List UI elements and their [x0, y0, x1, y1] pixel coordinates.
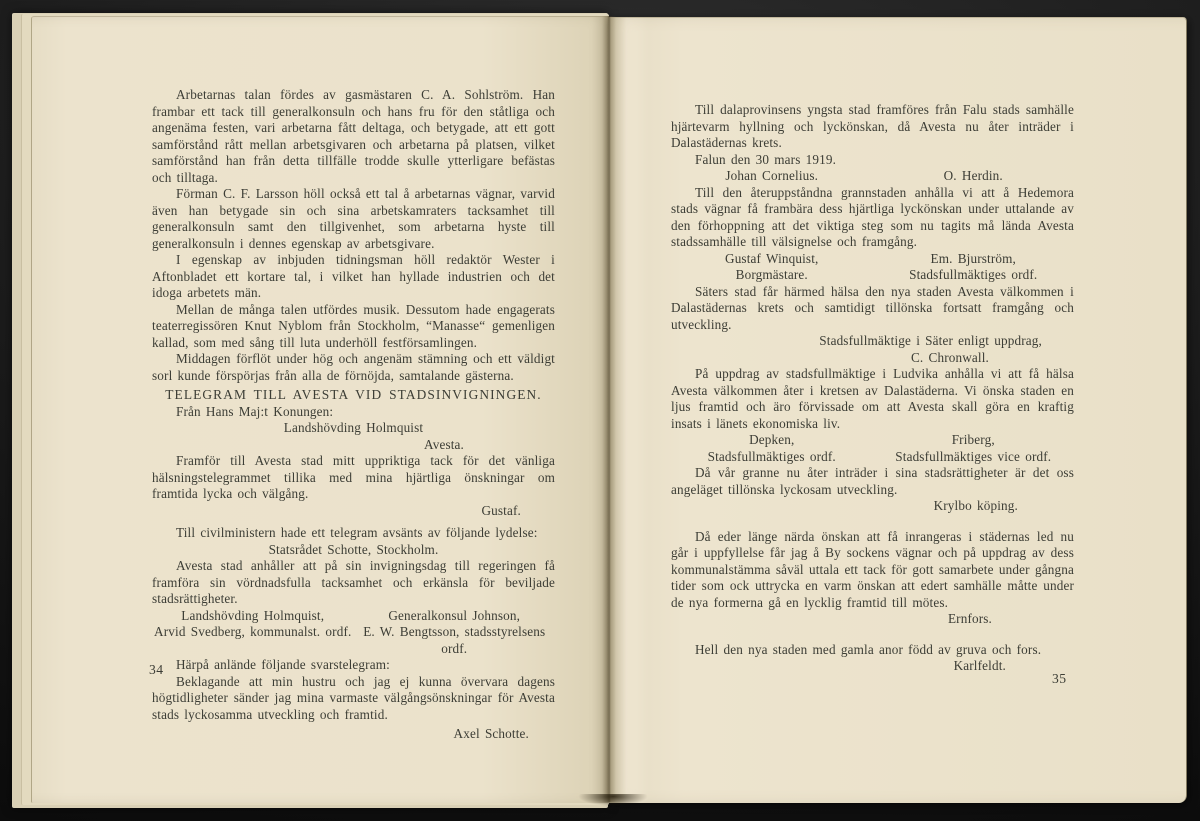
right-page	[608, 17, 1187, 803]
telegram-addressee: Statsrådet Schotte, Stockholm.	[268, 541, 439, 557]
signature-column	[873, 251, 1075, 284]
signature-name: C. Chronwall.	[910, 349, 989, 365]
paragraph: I egenskap av inbjuden tidningsman höll redaktör Wester i Aftonbladet ett kortare tal, i vilket han hyllade industrien och det idoga arbetets män.	[152, 252, 555, 300]
signature-name: Gustaf Winquist,	[725, 250, 819, 266]
telegram-sender-line: Från Hans Maj:t Konungen:	[176, 403, 334, 419]
signature-column	[873, 168, 1075, 185]
left-page-text	[152, 87, 555, 743]
right-page-text	[671, 102, 1074, 675]
telegram-intro: Härpå anlände följande svarstelegram:	[176, 657, 390, 672]
page-number: 34	[149, 662, 164, 677]
signature-columns	[671, 432, 1074, 465]
signature-name: Friberg,	[951, 432, 995, 447]
greeting-body: Till dalaprovinsens yngsta stad framföres från Falu stads samhälle hjärtevarm hyllning och lyckönskan, då Avesta nu åter inträder i Dalastädernas krets.	[671, 102, 1074, 150]
signature-columns	[671, 251, 1074, 284]
paragraph: Förman C. F. Larsson höll också ett tal å arbetarnas vägnar, varvid även han betygade sin och sina arbetskamraters tacksamhet till generalkonsuln samt den tillgivenhet, som arbetarna hyste till generalkonsuln i dennes egenskap av arbetsgivare.	[152, 186, 555, 251]
signature-name: Ernfors.	[947, 611, 992, 626]
signature-column	[354, 608, 556, 658]
telegram-addressee: Landshövding Holmquist	[283, 420, 424, 435]
signature-name: Depken,	[749, 432, 795, 447]
signature-name: Johan Cornelius.	[725, 168, 819, 183]
greeting-body: Hell den nya staden med gamla anor född av gruva och fors.	[695, 641, 1042, 657]
telegram-body: Avesta stad anhåller att på sin invigningsdag till regeringen få framföra sin vördnadsfulla tacksamhet och erkänsla för beviljade stadsrättigheter.	[152, 558, 555, 606]
signature-column	[671, 432, 873, 465]
signature-name: Stadsfullmäktige i Säter enligt uppdrag,	[819, 333, 1042, 348]
signature-name: Em. Bjurström,	[930, 250, 1016, 266]
signature-column	[152, 608, 354, 658]
signature-column	[873, 432, 1075, 465]
signature-column	[671, 251, 873, 284]
left-page	[31, 16, 609, 803]
signature-title: Arvid Svedberg, kommunalst. ordf.	[154, 624, 352, 639]
section-heading: TELEGRAM TILL AVESTA VID STADSINVIGNINGEN.	[165, 387, 542, 402]
paragraph: Arbetarnas talan fördes av gasmästaren C. A. Sohlström. Han frambar ett tack till generalkonsuln och hans fru för den ståtliga och angenäma festen, vari arbetarna fått deltaga, och betygade, att ett gott samförstånd rått mellan arbetsgivaren och arbetarna på platsen, vilket samförstånd han från detta tillfälle trodde skulle ytterligare befästas och tilltaga.	[152, 87, 555, 185]
telegram-place: Avesta.	[424, 436, 464, 452]
signature-name: Karlfeldt.	[953, 658, 1006, 673]
signature-title: Stadsfullmäktiges ordf.	[707, 448, 836, 464]
greeting-body: På uppdrag av stadsfullmäktige i Ludvika anhålla vi att få hälsa Avesta välkommen åter i kretsen av Dalastäderna. Vi önska staden en ljus framtid och äro förvissade om att Avesta skall göra en kraftig insats i länets ekonomiska liv.	[671, 366, 1074, 431]
signature-columns	[671, 168, 1074, 185]
signature-name: Generalkonsul Johnson,	[388, 607, 521, 623]
signature-title: Stadsfullmäktiges vice ordf.	[895, 448, 1052, 464]
signature-column	[671, 168, 873, 185]
signature-name: Landshövding Holmquist,	[181, 607, 325, 623]
signature-title: Borgmästare.	[735, 267, 808, 282]
greeting-body: Till den återuppståndna grannstaden anhålla vi att å Hedemora stads vägnar få frambära dess hjärtliga lyckönskan under uttalande av den förhoppning att det viktiga steg som nu tagits må lända Avesta stadssamhälle till välsignelse och framgång.	[671, 184, 1074, 249]
greeting-body: Säters stad får härmed hälsa den nya staden Avesta välkommen i Dalastädernas krets och samtidigt tillönska fortsatt framgång och utveckling.	[671, 283, 1074, 332]
telegram-body: Framför till Avesta stad mitt uppriktiga tack för det vänliga hälsningstelegrammet tillika med mina hjärtliga önskningar om framtida lycka och välgång.	[152, 453, 555, 501]
signature: Gustaf.	[481, 502, 521, 518]
signature-title: E. W. Bengtsson, stadsstyrelsens ordf.	[363, 624, 546, 656]
telegram-body: Beklagande att min hustru och jag ej kunna övervara dagens högtidligheter sänder jag mina varmaste välgångsönskningar för Avesta stads lyckosamma utveckling och framtid.	[152, 673, 555, 722]
greeting-body: Då eder länge närda önskan att få inrangeras i städernas led nu går i uppfyllelse får jag å By sockens vägnar och på uppdrag av dess kommunalstämma såväl uttala ett tack för gott samarbete under gångna tider som ock uttrycka en varm önskan att edert samhälle måtte under de nya formerna gå en lycklig framtid till mötes.	[671, 528, 1074, 610]
paragraph: Middagen förflöt under hög och angenäm stämning och ett väldigt sorl kunde förspörjas från alla de förnöjda, samtalande gästerna.	[152, 351, 555, 383]
page-number: 35	[1052, 671, 1067, 686]
signature-name: O. Herdin.	[943, 168, 1003, 183]
signature-title: Stadsfullmäktiges ordf.	[909, 267, 1038, 282]
telegram-intro: Till civilministern hade ett telegram avsänts av följande lydelse:	[176, 525, 538, 540]
greeting-date: Falun den 30 mars 1919.	[695, 151, 837, 167]
greeting-body: Då vår granne nu åter inträder i sina stadsrättigheter är det oss angeläget tillönska lyckosam utveckling.	[671, 465, 1074, 497]
signature-columns	[152, 608, 555, 658]
paragraph: Mellan de många talen utfördes musik. Dessutom hade engagerats teaterregissören Knut Nyblom från Stockholm, “Manasse“ gemenligen kallad, som med sång till luta underhöll festförsamlingen.	[152, 301, 555, 350]
signature-name: Krylbo köping.	[933, 498, 1018, 513]
signature: Axel Schotte.	[453, 726, 529, 741]
